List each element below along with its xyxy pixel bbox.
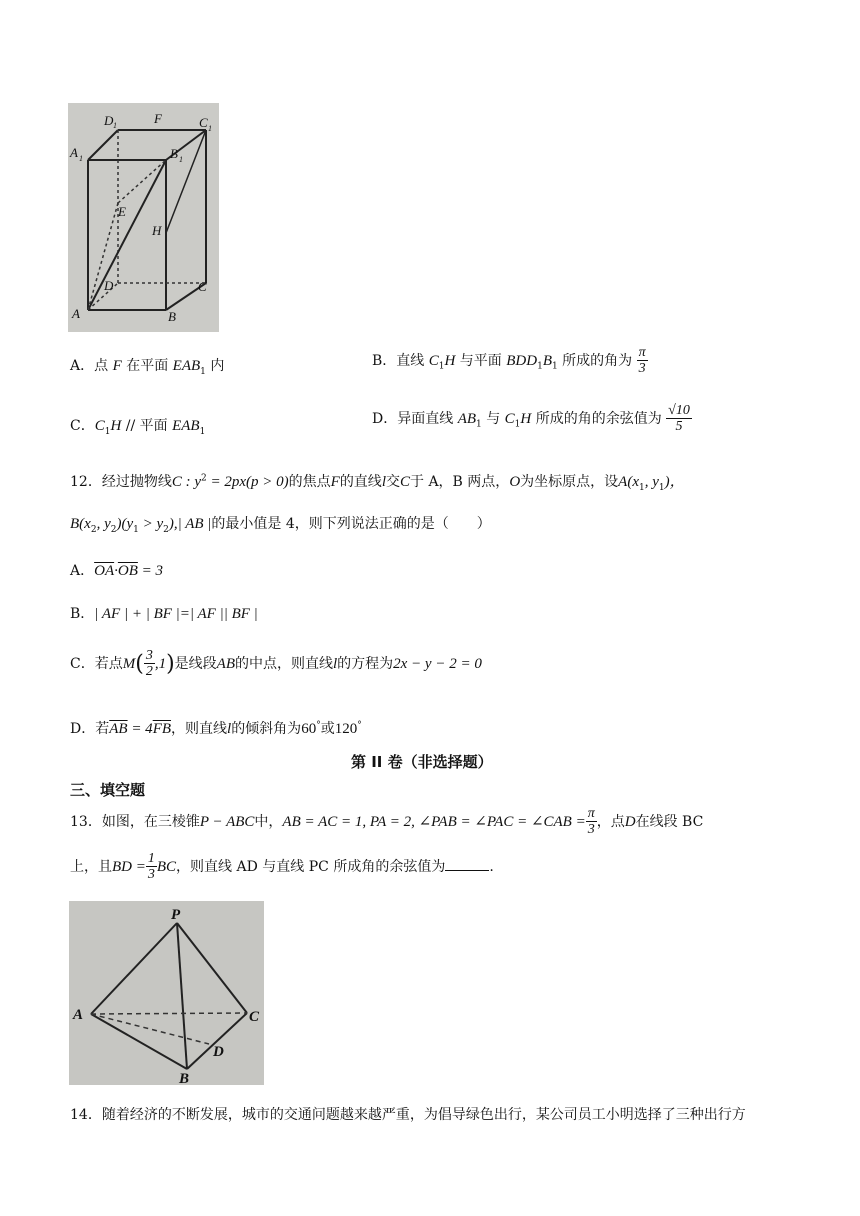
q12-l1-l: l — [381, 474, 386, 490]
q13-l1-a: 13．如图，在三棱锥 — [70, 813, 200, 830]
q13-l1-c: ，点 — [596, 813, 625, 830]
q13-l1-D: D — [624, 813, 636, 830]
label-C1: C — [199, 115, 208, 130]
q12-option-b — [70, 603, 258, 623]
q12-a-dot: · — [114, 563, 118, 579]
q12-l1-a: 12．经过抛物线 — [70, 474, 172, 490]
q11-b-den: 3 — [638, 361, 646, 377]
q12-l2-Bsub: 2 — [90, 524, 97, 535]
label-C1-sub: 1 — [208, 124, 212, 133]
q12-l1-exp: 2 — [201, 473, 207, 484]
q12-d-or: 或 — [320, 721, 335, 737]
q14-line1: 14．随着经济的不断发展，城市的交通问题越来越严重，为倡导绿色出行，某公司员工小明选择了三种出行方 — [70, 1107, 746, 1123]
q12-l1-eq: = 2px(p > 0) — [206, 474, 289, 490]
q12-l1-O: O — [509, 474, 521, 490]
label-E: E — [118, 204, 126, 219]
q12-l1-C: C — [399, 474, 410, 490]
q12-c-label: C．若点 — [70, 655, 123, 672]
q12-d-a1: 60 — [301, 721, 317, 737]
q13-l2-end: . — [489, 858, 494, 875]
q12-l2-gt: > y — [138, 516, 164, 532]
q11-b-lvar: H — [444, 352, 456, 369]
q12-c-l: l — [332, 655, 338, 672]
q11-d-l2var: H — [520, 410, 532, 427]
answer-blank[interactable] — [445, 856, 489, 871]
label-C: C — [198, 279, 207, 294]
q12-l1-A: A(x — [618, 474, 639, 490]
q11-b-num: π — [638, 345, 646, 360]
q11-d-suffix: 所成的角的余弦值为 — [535, 410, 662, 427]
q11-a-suffix: 内 — [210, 358, 225, 374]
label-A: A — [73, 1007, 84, 1023]
q12-l2-B: B(x — [70, 516, 91, 532]
q13-l2-BC: BC — [156, 858, 177, 875]
q13-line1 — [70, 806, 703, 838]
q11-d-prefix: D．异面直线 — [372, 410, 454, 427]
q11-b-prefix: B．直线 — [372, 352, 425, 369]
q13-l2-b: ，则直线 AD 与直线 PC 所成角的余弦值为 — [176, 858, 446, 875]
q12-d-eq: = 4 — [127, 721, 153, 737]
q12-d-mid2: 的倾斜角为 — [231, 721, 302, 737]
q11-b-plane: BDD — [506, 352, 538, 369]
q11-option-c — [70, 415, 205, 437]
q11-a-plane: EAB — [172, 358, 201, 374]
label-A1-sub: 1 — [79, 154, 83, 163]
q11-c-lvar: H — [110, 418, 122, 434]
q12-c-num: 3 — [145, 648, 153, 663]
label-D: D — [213, 1044, 224, 1060]
q12-c-eq: 2x − y − 2 = 0 — [393, 655, 482, 672]
q12-l1-c: 的直线 — [339, 474, 382, 490]
prism-diagram — [68, 103, 219, 332]
q13-l2-a: 上，且 — [70, 858, 112, 875]
q12-d-deg1: ° — [316, 720, 321, 731]
q12-c-M: M — [122, 655, 136, 672]
q12-d-v1: $\overline{AB}$ — [109, 721, 128, 737]
q12-d-deg2: ° — [357, 720, 362, 731]
q12-l1-f: 为坐标原点，设 — [520, 474, 619, 490]
q12-c-mid3: 的方程为 — [337, 655, 394, 672]
label-B: B — [168, 309, 176, 324]
label-D1: D — [104, 113, 114, 128]
q11-d-l2sub: 1 — [514, 419, 521, 430]
q11-b-suffix: 所成的角为 — [562, 352, 633, 369]
q11-b-p2: 1 — [551, 361, 558, 372]
q13-den2: 3 — [147, 867, 155, 883]
q12-a-eq: = 3 — [137, 563, 163, 579]
section-2-title: 第 II 卷（非选择题） — [351, 753, 493, 771]
q11-d-den: 5 — [675, 419, 683, 435]
q12-l1-Aend: )， — [664, 474, 685, 490]
q12-l2-close: ),| AB | — [168, 516, 212, 532]
label-D: D — [104, 278, 114, 293]
prism-figure — [68, 103, 219, 332]
q12-line1 — [70, 470, 685, 493]
q11-b-fraction — [637, 345, 648, 377]
q11-option-d — [372, 403, 692, 435]
q11-a-var: F — [112, 358, 122, 374]
label-B1-sub: 1 — [179, 155, 183, 164]
q11-option-b — [372, 345, 648, 377]
q11-c-mid: // 平面 — [125, 418, 168, 434]
q12-c-den: 2 — [145, 664, 153, 680]
q11-b-pB: B — [542, 352, 552, 369]
q13-fraction-2 — [146, 851, 157, 883]
q12-line2 — [70, 513, 491, 535]
q12-l2-Bsub2: 2 — [110, 524, 117, 535]
q11-d-l1: AB — [457, 410, 477, 427]
q12-l1-F: F — [330, 474, 340, 490]
q12-c-mid: 是线段 — [174, 655, 217, 672]
label-F: F — [154, 111, 162, 126]
q12-l2-Bmid: , y — [96, 516, 111, 532]
q11-c-plane: EAB — [172, 418, 200, 434]
label-D1-sub: 1 — [113, 121, 117, 130]
q11-a-sub: 1 — [200, 366, 206, 377]
q12-option-a — [70, 560, 163, 580]
q11-b-line: C — [428, 352, 439, 369]
q11-c-sub: 1 — [199, 426, 206, 437]
q12-option-d — [70, 718, 362, 738]
q12-b-expr: | AF | + | BF |=| AF || BF | — [94, 606, 258, 622]
q11-d-l2: C — [504, 410, 515, 427]
q12-c-rest: ,1 — [154, 655, 167, 672]
q11-b-lsub: 1 — [438, 361, 445, 372]
q12-l1-b: 的焦点 — [288, 474, 331, 490]
q11-d-and: 与 — [486, 410, 501, 427]
q12-a-v1: $\overline{OA}$ — [94, 563, 115, 579]
q12-c-fraction — [144, 648, 155, 680]
q12-d-mid: ，则直线 — [171, 721, 228, 737]
q12-option-c: C．若点M( $\frac{3}{2}$ ,1)是线段AB的中点，则直线l的方程为2x − y − 2 = 0 — [70, 648, 482, 680]
label-A: A — [72, 306, 80, 321]
q11-c-lsub: 1 — [104, 426, 111, 437]
q11-c-line: C — [94, 418, 105, 434]
q13-l1-P: P − ABC — [199, 813, 255, 830]
q12-c-mid2: 的中点，则直线 — [234, 655, 333, 672]
q13-line2 — [70, 851, 494, 883]
tetrahedron-figure — [69, 901, 264, 1085]
q13-l2-BD: BD = — [112, 858, 146, 875]
q12-a-label: A． — [70, 563, 95, 579]
q13-num: π — [587, 806, 595, 821]
q12-l1-d: 交 — [385, 474, 400, 490]
q11-a-prefix: A．点 — [70, 358, 109, 374]
q11-b-mid: 与平面 — [459, 352, 502, 369]
q13-l1-b: 中， — [254, 813, 283, 830]
label-H: H — [152, 223, 162, 238]
label-C: C — [249, 1009, 260, 1025]
q12-d-label: D．若 — [70, 721, 110, 737]
q12-l2-c1: 1 — [133, 524, 139, 535]
q11-option-a — [70, 355, 224, 377]
q13-num2: 1 — [147, 851, 155, 866]
label-A1: A — [70, 145, 78, 160]
q12-d-a2: 120 — [334, 721, 358, 737]
q12-d-l: l — [227, 721, 232, 737]
q11-b-p1: 1 — [537, 361, 543, 372]
label-P: P — [171, 907, 181, 923]
q12-c-seg: AB — [216, 655, 235, 672]
q12-l1-Asub: 1 — [638, 482, 645, 493]
q13-fraction-1 — [586, 806, 597, 838]
q12-l2-text: 的最小值是 4，则下列说法正确的是（ ） — [211, 516, 491, 532]
tetrahedron-diagram — [69, 901, 264, 1085]
q13-l1-eq: AB = AC = 1, PA = 2, ∠PAB = ∠PAC = ∠CAB = — [282, 813, 586, 830]
q12-l2-Bend: )(y — [116, 516, 134, 532]
q12-l1-Amid: , y — [644, 474, 659, 490]
q12-l1-Asub2: 1 — [658, 482, 665, 493]
q11-a-mid: 在平面 — [126, 358, 169, 374]
q11-d-l1sub: 1 — [476, 419, 482, 430]
label-B: B — [179, 1071, 190, 1085]
q12-l1-curve: C : y — [171, 474, 201, 490]
q12-b-label: B． — [70, 606, 95, 622]
q11-d-fraction — [666, 403, 692, 435]
label-B1: B — [170, 146, 178, 161]
q11-d-num: √10 — [668, 403, 690, 418]
q13-den: 3 — [587, 822, 595, 838]
q12-l2-c2: 2 — [163, 524, 169, 535]
q12-d-v2: $\overline{FB}$ — [152, 721, 172, 737]
q13-l1-d: 在线段 BC — [635, 813, 704, 830]
q12-a-v2: $\overline{OB}$ — [117, 563, 138, 579]
part-3-title: 三、填空题 — [70, 781, 146, 799]
q12-l1-e: 于 A，B 两点， — [410, 474, 510, 490]
q11-c-prefix: C． — [70, 418, 95, 434]
